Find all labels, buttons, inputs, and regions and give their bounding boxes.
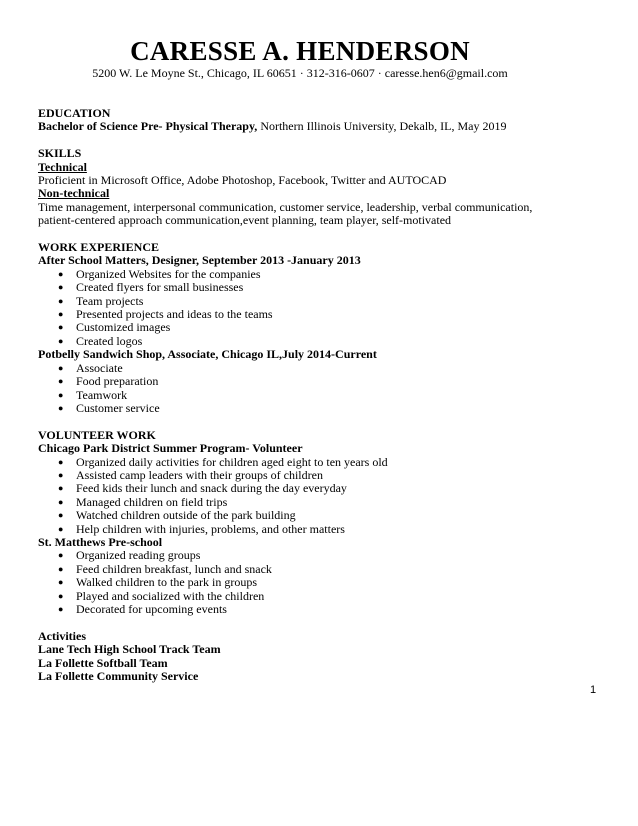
bullet-icon: ● xyxy=(58,577,64,588)
work-title: WORK EXPERIENCE xyxy=(38,240,160,255)
volunteer-section xyxy=(38,429,598,617)
skills-title: SKILLS xyxy=(38,146,82,161)
volunteer-heading: St. Matthews Pre-school xyxy=(38,534,163,549)
activity-item: Lane Tech High School Track Team xyxy=(38,642,221,657)
bullet-icon: ● xyxy=(58,389,64,400)
bullet-icon: ● xyxy=(58,402,64,413)
list-item: ● Organized daily activities for children aged eight to ten years old xyxy=(58,454,388,469)
list-item: ● Help children with injuries, problems, and other matters xyxy=(58,521,345,536)
volunteer-bullets xyxy=(38,549,598,616)
page-number: 1 xyxy=(590,684,597,696)
list-item: ● Presented projects and ideas to the teams xyxy=(58,307,273,322)
technical-label: Technical xyxy=(38,159,87,174)
education-line xyxy=(38,120,598,133)
list-item: ● Organized reading groups xyxy=(58,548,201,563)
activities-section xyxy=(38,630,598,684)
education-title: EDUCATION xyxy=(38,106,111,120)
volunteer-heading: Chicago Park District Summer Program- Volunteer xyxy=(38,441,303,456)
bullet-icon: ● xyxy=(58,309,64,320)
volunteer-title: VOLUNTEER WORK xyxy=(38,427,156,442)
bullet-icon: ● xyxy=(58,563,64,574)
bullet-icon: ● xyxy=(58,362,64,373)
list-item: ● Feed children breakfast, lunch and snack xyxy=(58,561,272,576)
bullet-icon: ● xyxy=(58,550,64,561)
list-item: ● Managed children on field trips xyxy=(58,494,228,509)
list-item: ● Associate xyxy=(58,360,123,375)
list-item: ● Organized Websites for the companies xyxy=(58,266,261,281)
contact-line: 5200 W. Le Moyne St., Chicago, IL 60651 · 312-316-0607 · caresse.hen6@gmail.com xyxy=(92,66,508,80)
list-item: ● Assisted camp leaders with their groups of children xyxy=(58,467,323,482)
resume-name: CARESSE A. HENDERSON xyxy=(130,36,470,66)
skills-section xyxy=(38,147,598,227)
list-item: ● Created flyers for small businesses xyxy=(58,280,244,295)
list-item: ● Walked children to the park in groups xyxy=(58,575,257,590)
activity-item: La Follette Community Service xyxy=(38,669,199,683)
nontechnical-text-2: patient-centered approach communication,event planning, team player, self-motivated xyxy=(38,213,452,228)
list-item: ● Played and socialized with the children xyxy=(58,588,265,603)
job-heading: After School Matters, Designer, September 2013 -January 2013 xyxy=(38,253,361,268)
technical-text: Proficient in Microsoft Office, Adobe Photoshop, Facebook, Twitter and AUTOCAD xyxy=(38,173,447,188)
list-item: ● Decorated for upcoming events xyxy=(58,601,227,616)
job-bullets xyxy=(38,268,598,348)
bullet-icon: ● xyxy=(58,456,64,467)
list-item: ● Customer service xyxy=(58,400,160,415)
volunteer-bullets xyxy=(38,456,598,536)
school: Northern Illinois University, Dekalb, IL, May 2019 xyxy=(260,119,507,134)
list-item: ● Created logos xyxy=(58,333,143,348)
list-item: ● Feed kids their lunch and snack during the day everyday xyxy=(58,481,347,496)
bullet-icon: ● xyxy=(58,282,64,293)
nontechnical-label: Non-technical xyxy=(38,186,110,201)
bullet-icon: ● xyxy=(58,295,64,306)
bullet-icon: ● xyxy=(58,268,64,279)
job-heading: Potbelly Sandwich Shop, Associate, Chicago IL,July 2014-Current xyxy=(38,347,377,362)
list-item: ● Customized images xyxy=(58,320,171,335)
bullet-icon: ● xyxy=(58,496,64,507)
bullet-icon: ● xyxy=(58,335,64,346)
bullet-icon: ● xyxy=(58,590,64,601)
bullet-icon: ● xyxy=(58,523,64,534)
degree: Bachelor of Science Pre- Physical Therapy, xyxy=(38,119,258,134)
job-bullets xyxy=(38,362,598,416)
list-item: ● Watched children outside of the park building xyxy=(58,508,296,523)
education-section xyxy=(38,107,598,134)
nontechnical-text-1: Time management, interpersonal communication, customer service, leadership, verbal communication, xyxy=(38,199,533,214)
bullet-icon: ● xyxy=(58,322,64,333)
activity-item: La Follette Softball Team xyxy=(38,655,168,670)
list-item: ● Team projects xyxy=(58,293,144,308)
bullet-icon: ● xyxy=(58,376,64,387)
resume-body xyxy=(38,107,598,683)
bullet-icon: ● xyxy=(58,510,64,521)
list-item: ● Food preparation xyxy=(58,374,159,389)
bullet-icon: ● xyxy=(58,469,64,480)
activities-title: Activities xyxy=(38,628,86,643)
list-item: ● Teamwork xyxy=(58,387,128,402)
bullet-icon: ● xyxy=(58,483,64,494)
work-section xyxy=(38,241,598,415)
bullet-icon: ● xyxy=(58,603,64,614)
